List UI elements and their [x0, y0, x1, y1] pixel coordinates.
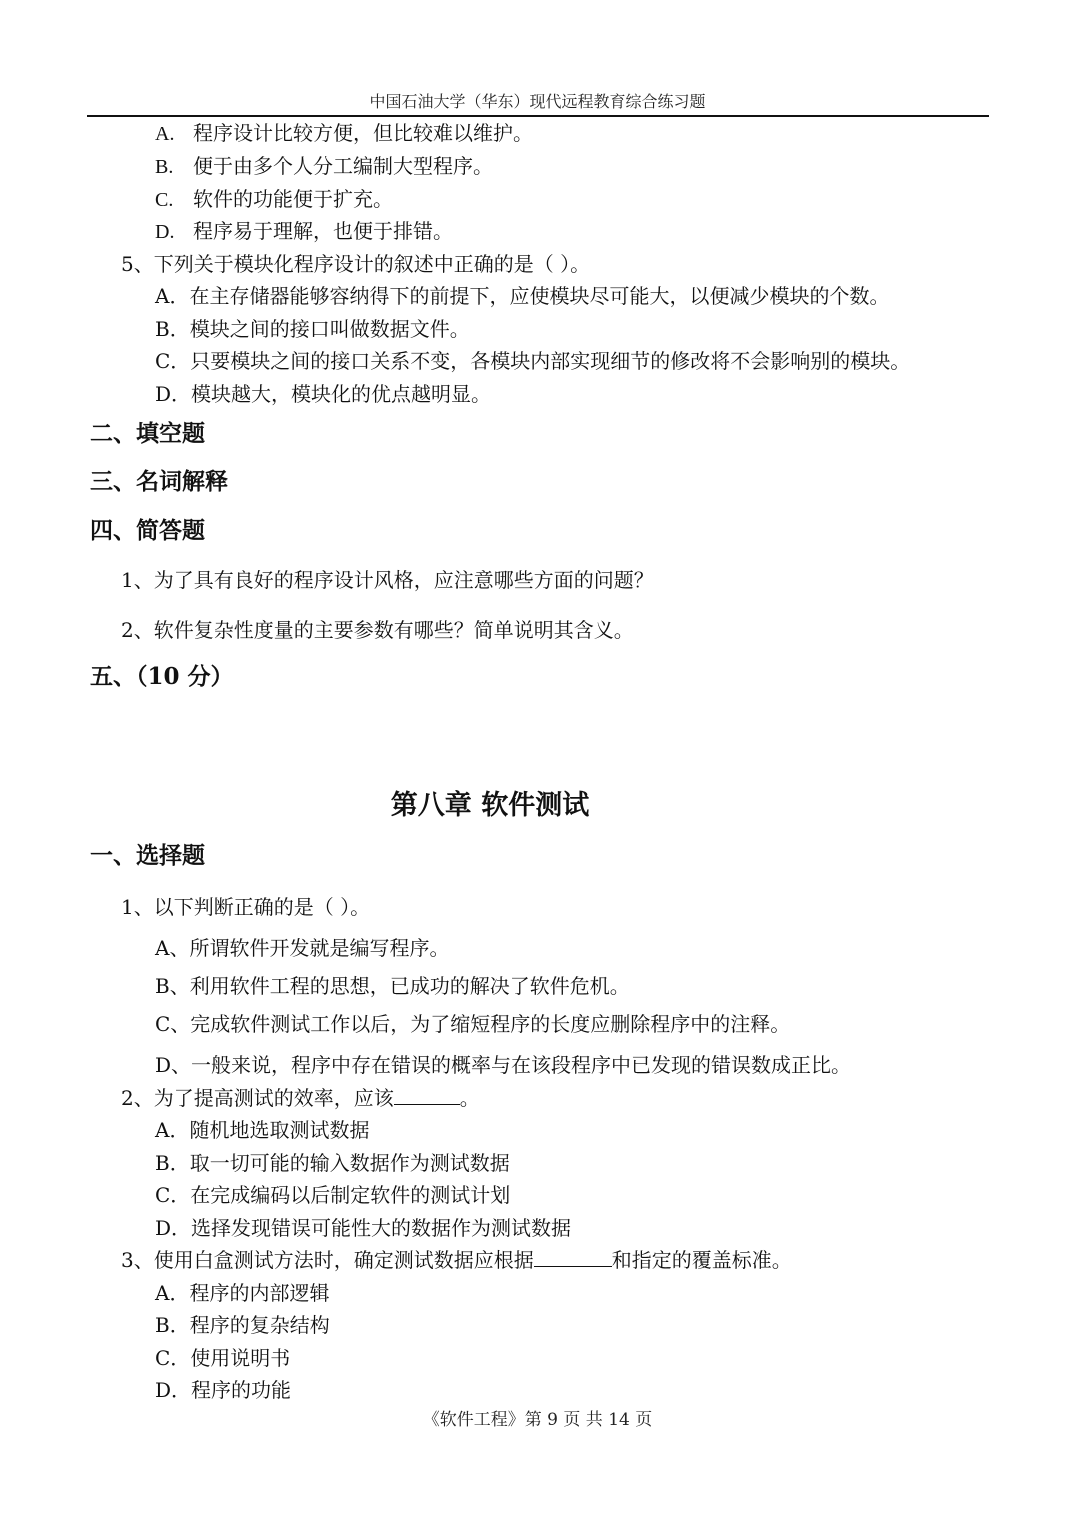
option-text: 软件的功能便于扩充。 [193, 187, 393, 211]
q5-option-c: C．只要模块之间的接口关系不变，各模块内部实现细节的修改将不会影响别的模块。 [155, 349, 911, 373]
ch8-q2-option-b: B．取一切可能的输入数据作为测试数据 [155, 1151, 510, 1175]
option-text: 便于由多个人分工编制大型程序。 [193, 154, 493, 178]
short-question-2: 2、软件复杂性度量的主要参数有哪些？简单说明其含义。 [121, 618, 634, 642]
ch8-q2-option-a: A．随机地选取测试数据 [155, 1118, 370, 1142]
ch8-q1-option-d: D、一般来说，程序中存在错误的概率与在该段程序中已发现的错误数成正比。 [155, 1053, 852, 1077]
option-text: 程序易于理解，也便于排错。 [193, 219, 453, 243]
ch8-q3-option-c: C．使用说明书 [155, 1346, 291, 1370]
ch8-q3-option-a: A．程序的内部逻辑 [155, 1281, 330, 1305]
option-text: 程序设计比较方便，但比较难以维护。 [193, 121, 533, 145]
header-rule [87, 115, 989, 117]
ch8-q1-option-b: B、利用软件工程的思想，已成功的解决了软件危机。 [155, 974, 630, 998]
stem-text-end: 。 [459, 1086, 480, 1110]
option-a [155, 120, 533, 147]
chapter-title: 第八章 软件测试 [390, 790, 590, 821]
ch8-question-1-stem: 1、以下判断正确的是（ ）。 [121, 895, 371, 919]
option-d [155, 218, 453, 245]
answer-blank [534, 1248, 612, 1267]
stem-text: 3、使用白盒测试方法时，确定测试数据应根据 [121, 1248, 534, 1272]
option-letter: B. [155, 156, 174, 178]
option-c [155, 186, 393, 213]
ch8-question-2-stem [121, 1085, 480, 1111]
stem-text: 2、为了提高测试的效率，应该 [121, 1086, 394, 1110]
option-b [155, 153, 493, 180]
ch8-question-3-stem [121, 1247, 792, 1273]
ch8-q1-option-a: A、所谓软件开发就是编写程序。 [155, 936, 450, 960]
section-short-answer: 四、简答题 [90, 517, 205, 544]
q5-option-d: D．模块越大，模块化的优点越明显。 [155, 382, 492, 406]
answer-blank [394, 1086, 460, 1105]
ch8-q1-option-c: C、完成软件测试工作以后，为了缩短程序的长度应删除程序中的注释。 [155, 1012, 791, 1036]
stem-text-end: 和指定的覆盖标准。 [611, 1248, 792, 1272]
ch8-q2-option-c: C．在完成编码以后制定软件的测试计划 [155, 1183, 511, 1207]
ch8-q3-option-d: D．程序的功能 [155, 1378, 292, 1402]
section-multiple-choice: 一、选择题 [90, 842, 205, 869]
question-5-stem: 5、下列关于模块化程序设计的叙述中正确的是（ ）。 [121, 252, 591, 276]
page-header: 中国石油大学（华东）现代远程教育综合练习题 [369, 92, 706, 111]
q5-option-b: B．模块之间的接口叫做数据文件。 [155, 317, 470, 341]
short-question-1: 1、为了具有良好的程序设计风格，应注意哪些方面的问题？ [121, 568, 654, 592]
section-fill-blank: 二、填空题 [90, 420, 205, 447]
page-footer: 《软件工程》第 9 页 共 14 页 [422, 1410, 653, 1430]
option-letter: C. [155, 189, 174, 211]
option-letter: A. [155, 123, 175, 145]
section-five: 五、（10 分） [90, 663, 234, 690]
q5-option-a: A．在主存储器能够容纳得下的前提下，应使模块尽可能大，以便减少模块的个数。 [155, 284, 890, 308]
option-letter: D. [155, 221, 175, 243]
section-term-explanation: 三、名词解释 [90, 468, 228, 495]
ch8-q2-option-d: D．选择发现错误可能性大的数据作为测试数据 [155, 1216, 572, 1240]
ch8-q3-option-b: B．程序的复杂结构 [155, 1313, 330, 1337]
